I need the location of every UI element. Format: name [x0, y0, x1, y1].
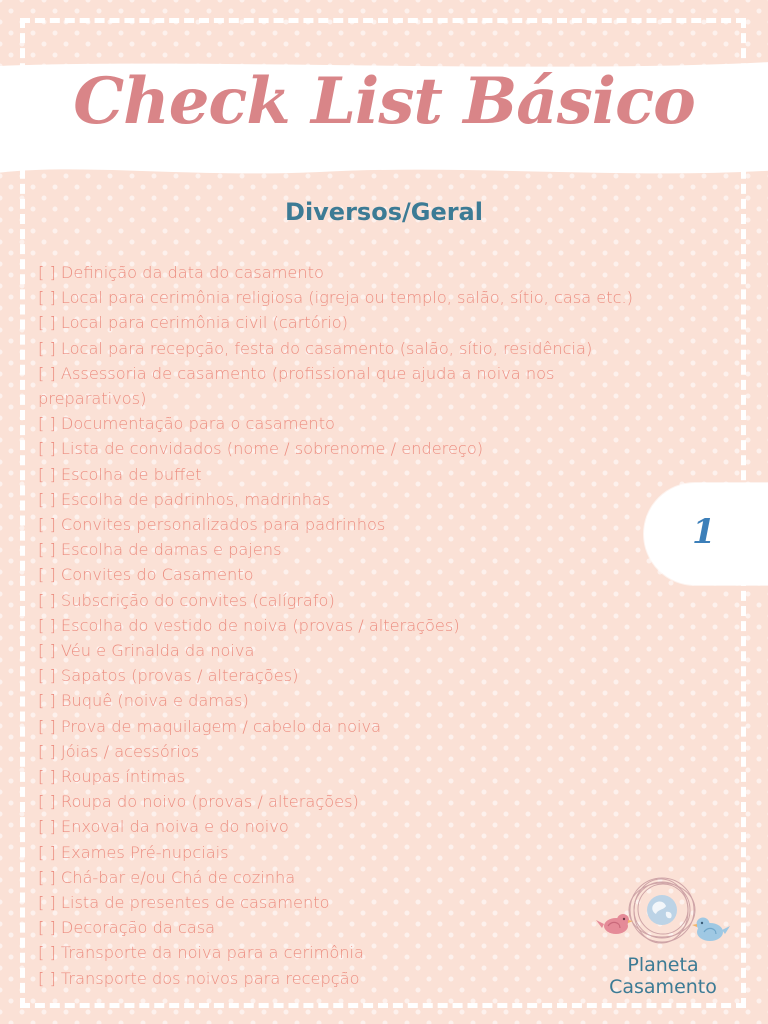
- checklist-item: [ ] Local para cerimônia civil (cartório): [38, 313, 348, 333]
- pink-bird-icon: [596, 914, 633, 934]
- checklist-item: [ ] Roupa do noivo (provas / alterações): [38, 792, 359, 812]
- logo-wordmark: [588, 954, 738, 998]
- checklist-item: [ ] Assessoria de casamento (profissional que ajuda a noiva nos: [38, 363, 555, 383]
- checklist-item: [ ] Documentação para o casamento: [38, 414, 335, 434]
- blue-bird-icon: [692, 918, 730, 942]
- checklist-item: [ ] Escolha do vestido de noiva (provas / alterações): [38, 615, 460, 635]
- page-number: 1: [692, 512, 716, 552]
- checklist-item: [ ] Transporte da noiva para a cerimônia: [38, 943, 364, 963]
- checklist-item: [ ] Definição da data do casamento: [38, 263, 324, 282]
- checklist-item: [ ] Subscrição do convites (calígrafo): [38, 590, 335, 610]
- checklist-item: [ ] Local para recepção, festa do casamento (salão, sítio, residência): [38, 338, 593, 358]
- checklist-item: preparativos): [38, 389, 147, 409]
- checklist-item: [ ] Jóias / acessórios: [38, 741, 200, 761]
- checklist-item: [ ] Convites personalizados para padrinhos: [38, 515, 386, 535]
- page-title: Check List Básico: [73, 64, 695, 139]
- checklist-item: [ ] Véu e Grinalda da noiva: [38, 641, 255, 661]
- checklist-item: [ ] Exames Pré-nupciais: [38, 842, 229, 862]
- logo-line-2: Casamento: [609, 976, 717, 998]
- checklist-item: [ ] Buquê (noiva e damas): [38, 691, 249, 711]
- checklist-item: [ ] Decoração da casa: [38, 918, 216, 938]
- checklist-item: [ ] Roupas íntimas: [38, 767, 186, 787]
- checklist-item: [ ] Local para cerimônia religiosa (igreja ou templo, salão, sítio, casa etc.): [38, 288, 633, 308]
- checklist-item: [ ] Escolha de damas e pajens: [38, 540, 282, 560]
- checklist-item: [ ] Escolha de padrinhos, madrinhas: [38, 489, 331, 509]
- section-subtitle: Diversos/Geral: [285, 198, 483, 226]
- checklist-item: [ ] Lista de convidados (nome / sobrenome / endereço): [38, 439, 484, 459]
- checklist-item: [ ] Escolha de buffet: [38, 464, 202, 484]
- checklist-item: [ ] Enxoval da noiva e do noivo: [38, 817, 289, 837]
- checklist-item: [ ] Chá-bar e/ou Chá de cozinha: [38, 867, 296, 887]
- logo-line-1: Planeta: [627, 954, 699, 976]
- checklist-item: [ ] Prova de maquilagem / cabelo da noiva: [38, 716, 382, 736]
- checklist-item: [ ] Convites do Casamento: [38, 565, 254, 585]
- checklist-item: [ ] Lista de presentes de casamento: [38, 893, 330, 913]
- checklist-item: [ ] Transporte dos noivos para recepção: [38, 968, 360, 988]
- checklist-item: [ ] Sapatos (provas / alterações): [38, 666, 299, 686]
